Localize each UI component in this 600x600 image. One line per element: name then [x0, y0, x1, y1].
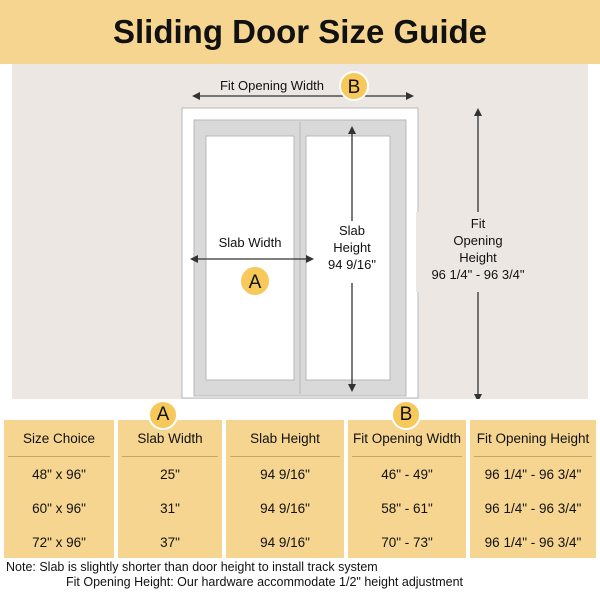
header-size-choice: Size Choice	[22, 430, 96, 446]
table-cell: 96 1/4" - 96 3/4"	[484, 534, 582, 550]
header-slab-width: Slab Width	[137, 430, 203, 446]
slab-width-label: Slab Width	[218, 235, 282, 250]
badge-a-table: A	[148, 400, 178, 430]
door-panel-left	[206, 136, 294, 380]
table-cell: 96 1/4" - 96 3/4"	[484, 500, 582, 516]
fit-opening-height-label-2: Opening	[453, 233, 503, 248]
badge-b-diagram-letter: B	[347, 77, 361, 98]
table-cell: 25"	[160, 466, 180, 482]
slab-height-label-2: Height	[333, 240, 371, 255]
slab-height-label-3: 94 9/16"	[328, 257, 376, 272]
col-slab-height	[226, 420, 344, 558]
table-cell: 94 9/16"	[260, 466, 310, 482]
header-slab-height: Slab Height	[250, 430, 320, 446]
page-title: Sliding Door Size Guide	[112, 13, 488, 50]
fit-opening-width-label: Fit Opening Width	[219, 78, 325, 93]
table-cell: 70" - 73"	[381, 534, 433, 550]
table-cell: 72" x 96"	[32, 534, 86, 550]
table-cell: 60" x 96"	[32, 500, 86, 516]
fit-opening-height-label-1: Fit	[470, 216, 486, 231]
col-fit-opening-width	[348, 420, 466, 558]
col-slab-width	[118, 420, 222, 558]
footnote-line-1: Note: Slab is slightly shorter than door height to install track system	[6, 560, 378, 574]
table-cell: 58" - 61"	[381, 500, 433, 516]
badge-a-diagram-letter: A	[248, 272, 262, 293]
fit-opening-height-label-4: 96 1/4" - 96 3/4"	[431, 267, 525, 282]
table-cell: 48" x 96"	[32, 466, 86, 482]
col-size-choice	[4, 420, 114, 558]
size-table	[0, 398, 600, 560]
footnote	[6, 560, 596, 590]
slab-height-label-1: Slab	[338, 223, 366, 238]
door-diagram	[12, 64, 588, 399]
door-diagram-svg	[12, 64, 588, 399]
footnote-line-2: Fit Opening Height: Our hardware accommodate 1/2" height adjustment	[66, 575, 464, 589]
table-cell: 96 1/4" - 96 3/4"	[484, 466, 582, 482]
badge-b-table: B	[391, 400, 421, 430]
header-fit-opening-height: Fit Opening Height	[476, 430, 590, 446]
col-fit-opening-height	[470, 420, 596, 558]
fit-opening-height-label-3: Height	[459, 250, 497, 265]
table-cell: 46" - 49"	[381, 466, 433, 482]
table-cell: 31"	[160, 500, 180, 516]
title-bar	[0, 0, 600, 64]
table-cell: 94 9/16"	[260, 500, 310, 516]
header-fit-opening-width: Fit Opening Width	[352, 430, 462, 446]
table-cell: 94 9/16"	[260, 534, 310, 550]
table-cell: 37"	[160, 534, 180, 550]
